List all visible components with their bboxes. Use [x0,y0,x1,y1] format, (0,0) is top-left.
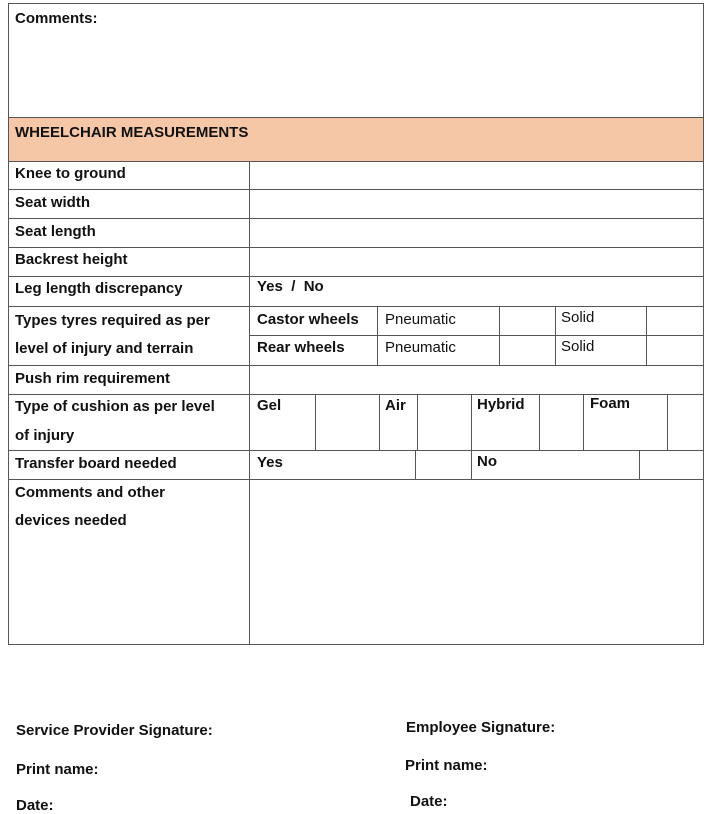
comments-other-line1: Comments and other [15,484,166,501]
service-provider-print-name-label: Print name: [16,761,99,778]
tyres-label-line2: level of injury and terrain [15,340,194,357]
section-header [9,118,703,162]
cell-divider [415,450,416,479]
cell-divider [667,394,668,450]
comments-box[interactable] [9,4,703,118]
knee-to-ground-label: Knee to ground [15,165,126,182]
service-provider-signature-label: Service Provider Signature: [16,722,213,739]
castor-solid-option[interactable]: Solid [561,309,595,326]
cushion-label-line2: of injury [15,427,75,444]
transfer-board-label: Transfer board needed [15,455,177,472]
comments-label: Comments: [15,10,98,27]
seat-length-label: Seat length [15,223,96,240]
cushion-gel-option[interactable]: Gel [257,397,282,414]
cell-divider [499,306,500,365]
cell-divider [417,394,418,450]
employee-print-name-label: Print name: [405,757,488,774]
row-divider [9,365,703,366]
backrest-height-label: Backrest height [15,251,128,268]
service-provider-date-label: Date: [16,797,54,814]
cell-divider [471,394,472,450]
employee-date-label: Date: [410,793,448,810]
cell-divider [471,450,472,479]
castor-wheels-label: Castor wheels [257,311,359,328]
leg-length-label: Leg length discrepancy [15,280,183,297]
row-divider [9,247,703,248]
cell-divider [315,394,316,450]
employee-signature-label: Employee Signature: [406,719,556,736]
seat-width-label: Seat width [15,194,91,211]
cell-divider [646,306,647,365]
cell-divider [539,394,540,450]
column-divider [249,162,250,644]
leg-yes-no-option[interactable]: Yes / No [257,278,324,295]
cushion-label-line1: Type of cushion as per level [15,398,215,415]
row-divider [9,276,703,277]
tyres-label-line1: Types tyres required as per [15,312,210,329]
row-divider [9,306,703,307]
comments-other-line2: devices needed [15,512,127,529]
transfer-no-option[interactable]: No [477,453,497,470]
cell-divider [583,394,584,450]
row-divider [9,450,703,451]
push-rim-label: Push rim requirement [15,370,171,387]
cushion-foam-option[interactable]: Foam [590,395,631,412]
row-divider [249,335,704,336]
cell-divider [377,306,378,365]
row-divider [9,189,703,190]
rear-pneumatic-option[interactable]: Pneumatic [385,339,456,356]
cell-divider [379,394,380,450]
transfer-yes-option[interactable]: Yes [257,454,283,471]
row-divider [9,218,703,219]
castor-pneumatic-option[interactable]: Pneumatic [385,311,456,328]
measurement-form [8,3,704,645]
row-divider [9,479,703,480]
rear-wheels-label: Rear wheels [257,339,345,356]
cushion-hybrid-option[interactable]: Hybrid [477,396,525,413]
cell-divider [639,450,640,479]
section-title: WHEELCHAIR MEASUREMENTS [15,124,249,141]
cell-divider [555,306,556,365]
rear-solid-option[interactable]: Solid [561,338,595,355]
cushion-air-option[interactable]: Air [385,397,406,414]
